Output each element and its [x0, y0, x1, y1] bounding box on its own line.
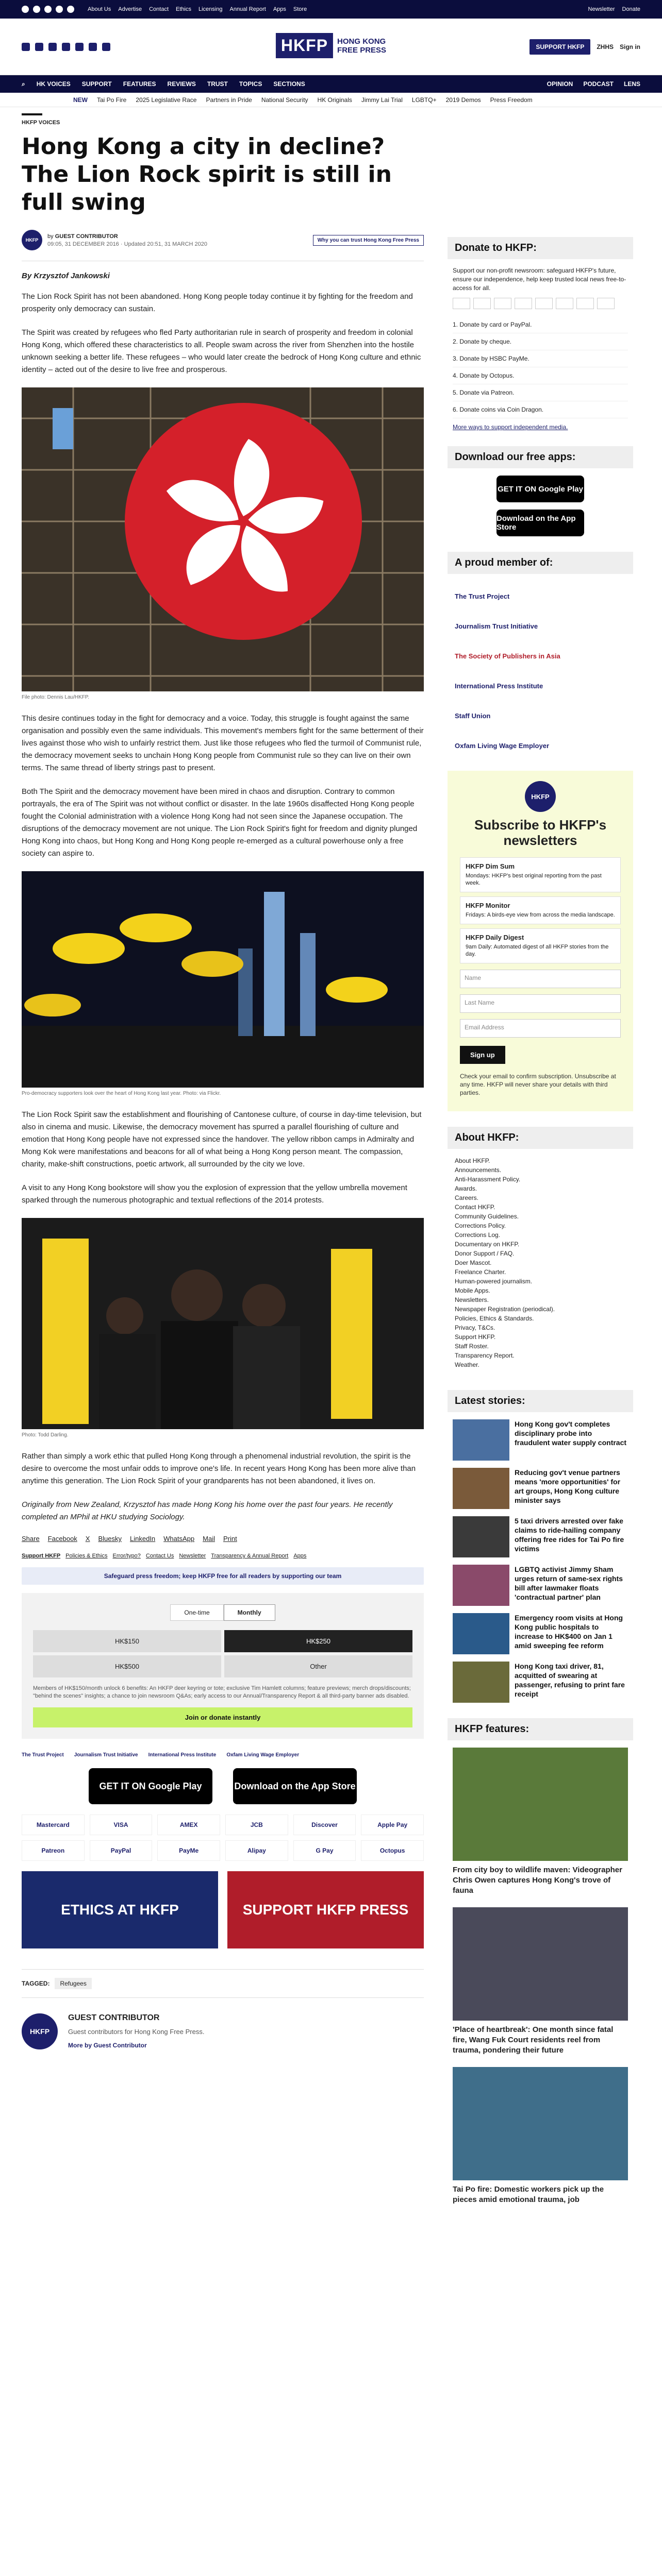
- donate-heading: Donate to HKFP:: [448, 237, 633, 259]
- feature-image[interactable]: [453, 2067, 628, 2180]
- newsletter-title: Subscribe to HKFP's newsletters: [474, 817, 607, 848]
- amount-options: [33, 1630, 412, 1677]
- story-thumbnail[interactable]: [453, 1662, 509, 1703]
- about-links: [448, 1156, 633, 1369]
- top-links: [88, 6, 307, 12]
- signup-button[interactable]: Sign up: [460, 1046, 505, 1064]
- language-toggle[interactable]: ZHHS: [597, 43, 614, 50]
- latest-stories: [448, 1419, 633, 1703]
- more-ways-link[interactable]: More ways to support independent media.: [453, 423, 568, 431]
- latest-heading: Latest stories:: [448, 1390, 633, 1412]
- umbrella-protest-image: [22, 871, 424, 1088]
- share-facebook[interactable]: Facebook: [47, 1535, 77, 1543]
- paragraph: Both The Spirit and the democracy movement have been mired in chaos and disruption. Contrary to common portrayals, the era of The Spirit was not without conflict or disaster. In the late 1960s disaffected Hong Kong people fought the Colonial administration with a violence Hong Kong had not seen since the Japanese occupation. The disruptions of the democracy movement are not unique. The Lion Rock Spirit's fight for freedom and dignity plunged Hong Kong into chaos, but Hong Kong and Hong Kong people re-emerged as a cultural powerhouse only a free society can aspire to.: [22, 787, 418, 858]
- apple-pay-icon: Apple Pay: [361, 1815, 424, 1835]
- photo-caption: Pro-democracy supporters look over the heart of Hong Kong last year. Photo: via Flickr.: [22, 1091, 221, 1096]
- member-logos: [448, 581, 633, 771]
- support-link[interactable]: Apps: [293, 1553, 307, 1559]
- lion-rock-photo: [22, 387, 424, 691]
- paragraph: This desire continues today in the fight for democracy and a voice. Today, this struggle is fought against the same organisation and possibly even the same individuals. This movement's members fight for the same betterment of their lives against those who wish to unfairly restrict them. Just like those refugees who fled the turmoil of Communist rule, the democracy movement seeks to unchain Hong Kong people from Communist rule so they can live on their own terms. The same thread of liberty strings past to present.: [22, 714, 424, 772]
- nav-item[interactable]: HK VOICES: [36, 80, 71, 88]
- paragraph: The Lion Rock Spirit has not been abandoned. Hong Kong people today continue it by fighting for the freedom and prosperity only democracy can sustain.: [22, 292, 413, 313]
- safeguard-banner[interactable]: Safeguard press freedom; keep HKFP free for all readers by supporting our team: [22, 1567, 424, 1585]
- google-play-badge[interactable]: GET IT ON Google Play: [496, 476, 584, 502]
- telegram-icon[interactable]: [67, 6, 74, 13]
- more-by-author-link[interactable]: More by Guest Contributor: [68, 2042, 147, 2049]
- tag-chip[interactable]: Refugees: [55, 1978, 91, 1989]
- octopus-icon: [597, 298, 615, 309]
- partner-logos: [22, 1752, 424, 1758]
- instagram-icon[interactable]: [48, 43, 57, 51]
- nav-item[interactable]: OPINION: [547, 80, 573, 88]
- alipay-icon: Alipay: [225, 1840, 288, 1861]
- mastercard-icon: [453, 298, 470, 309]
- donate-method[interactable]: 3. Donate by HSBC PayMe.: [453, 350, 628, 367]
- top-link[interactable]: Contact: [149, 6, 169, 12]
- paragraph: A visit to any Hong Kong bookstore will show you the explosion of expression that the yellow umbrella movement sparked through the numerous photographic and textual reflections of the 2014 protests.: [22, 1183, 407, 1205]
- app-store-badges: [22, 1768, 424, 1804]
- amount-option[interactable]: HK$150: [33, 1630, 221, 1652]
- share-mail[interactable]: Mail: [203, 1535, 215, 1543]
- umbrella-photo: [22, 871, 424, 1088]
- bauhinia-sign-image: [22, 387, 424, 691]
- about-link[interactable]: Careers.: [455, 1194, 479, 1201]
- story-thumbnail[interactable]: [453, 1516, 509, 1557]
- about-link[interactable]: Transparency Report.: [455, 1352, 515, 1359]
- donate-method[interactable]: 6. Donate coins via Coin Dragon.: [453, 401, 628, 418]
- newsletter-logo: HKFP: [525, 781, 556, 812]
- story-thumbnail[interactable]: [453, 1565, 509, 1606]
- about-link[interactable]: Weather.: [455, 1361, 479, 1368]
- about-link[interactable]: Doer Mascot.: [455, 1259, 492, 1266]
- story-title[interactable]: Emergency room visits at Hong Kong public hospitals to increase to HK$400 on Jan 1 amid sweeping fee reform: [515, 1614, 623, 1650]
- newsletter-option[interactable]: [460, 896, 621, 924]
- about-link[interactable]: Support HKFP.: [455, 1333, 496, 1341]
- about-link[interactable]: Corrections Log.: [455, 1231, 501, 1239]
- apps-heading: Download our free apps:: [448, 446, 633, 468]
- trust-badge[interactable]: Why you can trust Hong Kong Free Press: [313, 235, 424, 246]
- feature-title[interactable]: 'Place of heartbreak': One month since fatal fire, Wang Fuk Court residents reel from trauma, pondering their future: [453, 2025, 614, 2055]
- about-link[interactable]: Newspaper Registration (periodical).: [455, 1306, 555, 1313]
- tab-one-time[interactable]: One-time: [170, 1604, 223, 1621]
- jcb-icon: [515, 298, 532, 309]
- logo-line2: FREE PRESS: [337, 45, 387, 55]
- donate-methods: [448, 316, 633, 418]
- amount-option[interactable]: HK$500: [33, 1655, 221, 1677]
- trending-item[interactable]: 2019 Demos: [445, 96, 481, 104]
- about-link[interactable]: Anti-Harassment Policy.: [455, 1176, 521, 1183]
- option-desc: 9am Daily: Automated digest of all HKFP stories from the day.: [466, 944, 609, 957]
- trending-item[interactable]: Press Freedom: [490, 96, 533, 104]
- about-link[interactable]: Announcements.: [455, 1166, 502, 1174]
- about-link[interactable]: About HKFP.: [455, 1157, 490, 1164]
- top-link[interactable]: Licensing: [198, 6, 223, 12]
- member-logo[interactable]: Staff Union: [455, 711, 491, 720]
- top-link[interactable]: Apps: [273, 6, 286, 12]
- donate-link[interactable]: Donate: [622, 6, 640, 12]
- member-logo[interactable]: The Society of Publishers in Asia: [455, 652, 560, 660]
- payment-methods: [22, 1815, 424, 1861]
- about-link[interactable]: Documentary on HKFP.: [455, 1241, 520, 1248]
- latest-story[interactable]: [453, 1613, 628, 1654]
- paypal-icon: [535, 298, 553, 309]
- top-bar: [0, 0, 662, 19]
- ethics-banner[interactable]: ETHICS AT HKFP: [22, 1871, 218, 1948]
- donate-method[interactable]: 2. Donate by cheque.: [453, 333, 628, 350]
- linkedin-icon[interactable]: [75, 43, 84, 51]
- top-link[interactable]: Ethics: [176, 6, 191, 12]
- title-rule: [22, 113, 42, 115]
- share-print[interactable]: Print: [223, 1535, 237, 1543]
- article-dates: 09:05, 31 DECEMBER 2016 · Updated 20:51, 31 MARCH 2020: [47, 241, 208, 247]
- option-desc: Mondays: HKFP's best original reporting from the past week.: [466, 873, 602, 886]
- top-link[interactable]: Store: [293, 6, 307, 12]
- paragraph: Rather than simply a work ethic that pulled Hong Kong through a phenomenal industrial revolution, the spirit is the desire to overcome the most unfair odds to improve one's life. In recent years Hong Kong has been more alive than anytime this generation. The Lion Rock Spirit of your grandparents has not been abandoned, it lives on.: [22, 1452, 416, 1485]
- main-nav: [0, 75, 662, 93]
- byline: [22, 230, 424, 250]
- patreon-icon: Patreon: [22, 1840, 85, 1861]
- support-banner[interactable]: SUPPORT HKFP PRESS: [227, 1871, 424, 1948]
- article-title: Hong Kong a city in decline? The Lion Rock spirit is still in full swing: [22, 133, 392, 215]
- gpay-icon: G Pay: [293, 1840, 356, 1861]
- amex-icon: AMEX: [157, 1815, 220, 1835]
- last-name-field[interactable]: Last Name: [460, 994, 621, 1013]
- join-donate-button[interactable]: Join or donate instantly: [33, 1707, 412, 1727]
- top-link[interactable]: Annual Report: [229, 6, 266, 12]
- about-link[interactable]: Staff Roster.: [455, 1343, 489, 1350]
- member-logo[interactable]: International Press Institute: [455, 682, 543, 690]
- facebook-icon[interactable]: [22, 6, 29, 13]
- share-bar: [22, 1535, 424, 1543]
- masthead-social: [22, 43, 110, 51]
- support-link[interactable]: Support HKFP: [22, 1553, 61, 1559]
- email-field[interactable]: Email Address: [460, 1019, 621, 1038]
- about-heading: About HKFP:: [448, 1127, 633, 1149]
- trending-item[interactable]: National Security: [261, 96, 308, 104]
- photo-caption: Photo: Todd Darling.: [22, 1432, 69, 1438]
- tagged-label: TAGGED:: [22, 1980, 50, 1987]
- feature-title[interactable]: From city boy to wildlife maven: Videographer Chris Owen captures Hong Kong's trove of fauna: [453, 1866, 622, 1895]
- frequency-toggle: [33, 1604, 412, 1621]
- feature-title[interactable]: Tai Po fire: Domestic workers pick up the pieces amid emotional trauma, job: [453, 2185, 604, 2204]
- author-desc: Guest contributors for Hong Kong Free Press.: [68, 2028, 205, 2036]
- telegram-icon[interactable]: [89, 43, 97, 51]
- share-whatsapp[interactable]: WhatsApp: [163, 1535, 195, 1543]
- article: [22, 113, 424, 2049]
- donate-method[interactable]: 1. Donate by card or PayPal.: [453, 316, 628, 333]
- trending-item[interactable]: Jimmy Lai Trial: [361, 96, 403, 104]
- paragraph: The Lion Rock Spirit saw the establishment and flourishing of Cantonese culture, of course in day-time television, but also in cinema and music. Likewise, the democracy movement has spurred a parallel flourishing of culture and emotion that Hong Kong people have not expressed since the handover. The yellow ribbon camps in Admiralty and Mong Kok were manifestations and beacons for all of what being a Hong Kong person meant. The compassion, charity, make-shift constructions, poetic artwork, all surrounded by the city we love.: [22, 1110, 422, 1168]
- gpay-icon: [576, 298, 594, 309]
- story-title[interactable]: Reducing gov't venue partners means 'more opportunities' for art groups, Hong Kong culture minister says: [515, 1468, 621, 1504]
- author-box: [22, 2013, 424, 2049]
- facebook-icon[interactable]: [22, 43, 30, 51]
- partner-logo[interactable]: The Trust Project: [22, 1752, 64, 1758]
- about-link[interactable]: Corrections Policy.: [455, 1222, 506, 1229]
- story-title[interactable]: Hong Kong taxi driver, 81, acquitted of swearing at passenger, refusing to print fare receipt: [515, 1662, 625, 1698]
- about-link[interactable]: Human-powered journalism.: [455, 1278, 533, 1285]
- latest-story[interactable]: [453, 1516, 628, 1557]
- partner-logo[interactable]: International Press Institute: [148, 1752, 217, 1758]
- article-byline: By Krzysztof Jankowski: [22, 272, 110, 280]
- member-logo[interactable]: The Trust Project: [455, 592, 510, 600]
- latest-story[interactable]: [453, 1419, 628, 1461]
- paragraph: The Spirit was created by refugees who fled Party authoritarian rule in search of prosperity and freedom in colonial Hong Kong, which offered these characteristics to all. People swam across the river from Shenzhen into the hostile unknown seeking a better life. These refugees – who would later create the bedrock of Hong Kong culture and ethnic identity – acted out of the desire to live free and prosperous.: [22, 328, 421, 374]
- donate-method[interactable]: 5. Donate via Patreon.: [453, 384, 628, 401]
- feature-stories: [448, 1748, 633, 2205]
- author-link[interactable]: GUEST CONTRIBUTOR: [55, 233, 118, 240]
- visa-icon: [473, 298, 491, 309]
- search-icon[interactable]: ⌕: [22, 80, 25, 88]
- about-link[interactable]: Donor Support / FAQ.: [455, 1250, 515, 1257]
- logo-box: HKFP: [276, 33, 333, 58]
- nav-item[interactable]: REVIEWS: [167, 80, 196, 88]
- feature-image[interactable]: [453, 1748, 628, 1861]
- signin-link[interactable]: Sign in: [620, 43, 640, 50]
- support-button[interactable]: SUPPORT HKFP: [529, 39, 590, 55]
- trending-item[interactable]: LGBTQ+: [411, 96, 437, 104]
- support-link[interactable]: Transparency & Annual Report: [211, 1553, 289, 1559]
- partner-logo[interactable]: Journalism Trust Initiative: [74, 1752, 138, 1758]
- new-label: NEW: [73, 96, 88, 104]
- support-link[interactable]: Error/typo?: [112, 1553, 141, 1559]
- option-title: HKFP Dim Sum: [466, 862, 515, 870]
- nav-item[interactable]: TRUST: [207, 80, 228, 88]
- amount-option[interactable]: Other: [224, 1655, 412, 1677]
- logo-line1: HONG KONG: [337, 37, 386, 46]
- about-link[interactable]: Newsletters.: [455, 1296, 489, 1303]
- apple-pay-icon: [556, 298, 573, 309]
- option-title: HKFP Daily Digest: [466, 934, 524, 941]
- site-logo[interactable]: [276, 33, 386, 58]
- google-play-badge[interactable]: GET IT ON Google Play: [89, 1768, 212, 1804]
- trending-bar: [0, 93, 662, 107]
- about-link[interactable]: Contact HKFP.: [455, 1204, 495, 1211]
- author-bio: Originally from New Zealand, Krzysztof has made Hong Kong his home over the past four years. He recently completed an MPhil at HKU studying Sociology.: [22, 1500, 393, 1521]
- support-link[interactable]: Newsletter: [179, 1553, 206, 1559]
- share-bluesky[interactable]: Bluesky: [98, 1535, 122, 1543]
- amex-icon: [494, 298, 511, 309]
- newsletter-note: Check your email to confirm subscription. Unsubscribe at any time. HKFP will never share your details with third parties.: [460, 1073, 616, 1096]
- app-store-badge[interactable]: Download on the App Store: [233, 1768, 357, 1804]
- app-store-badge[interactable]: Download on the App Store: [496, 510, 584, 536]
- share-button[interactable]: Share: [22, 1535, 40, 1543]
- donate-text: Support our non-profit newsroom: safeguard HKFP's future, ensure our independence, help keep trusted local news free-to-access for all.: [453, 267, 626, 292]
- latest-story[interactable]: [453, 1468, 628, 1509]
- share-linkedin[interactable]: LinkedIn: [130, 1535, 156, 1543]
- about-link[interactable]: Awards.: [455, 1185, 477, 1192]
- feature-image[interactable]: [453, 1907, 628, 2021]
- share-x[interactable]: X: [85, 1535, 90, 1543]
- latest-story[interactable]: [453, 1662, 628, 1703]
- top-link[interactable]: Advertise: [118, 6, 142, 12]
- support-link[interactable]: Policies & Ethics: [65, 1553, 108, 1559]
- visa-icon: VISA: [90, 1815, 153, 1835]
- instagram-icon[interactable]: [44, 6, 52, 13]
- newsletter-box: [448, 771, 633, 1111]
- trending-item[interactable]: HK Originals: [317, 96, 352, 104]
- x-icon[interactable]: [33, 6, 40, 13]
- author-name[interactable]: GUEST CONTRIBUTOR: [68, 2013, 160, 2022]
- nav-item[interactable]: SECTIONS: [273, 80, 305, 88]
- article-category[interactable]: HKFP VOICES: [22, 120, 60, 126]
- nav-item[interactable]: LENS: [623, 80, 640, 88]
- member-logo[interactable]: Oxfam Living Wage Employer: [455, 741, 550, 750]
- members-note: Members of HK$150/month unlock 6 benefits: An HKFP deer keyring or tote; exclusive Tim Hamlett columns; feature previews; merch drops/discounts; "behind the scenes" insights; a chance to join newsroom Q&As; early access to our Annual/Transparency Report & all third-party banner ads disabled.: [33, 1685, 411, 1699]
- discover-icon: Discover: [293, 1815, 356, 1835]
- about-link[interactable]: Freelance Charter.: [455, 1268, 506, 1276]
- story-title[interactable]: LGBTQ activist Jimmy Sham urges return of same-sex rights bill after lawmaker floats 'contractual partner' plan: [515, 1565, 623, 1601]
- masthead: [0, 19, 662, 75]
- protest-crowd-image: [22, 1218, 424, 1429]
- trending-item[interactable]: 2025 Legislative Race: [136, 96, 197, 104]
- sidebar: [448, 237, 633, 2216]
- story-thumbnail[interactable]: [453, 1613, 509, 1654]
- payme-icon: PayMe: [157, 1840, 220, 1861]
- newsletter-option[interactable]: [460, 857, 621, 892]
- trending-item[interactable]: Partners in Pride: [206, 96, 252, 104]
- option-title: HKFP Monitor: [466, 902, 510, 909]
- donation-box: [22, 1593, 424, 1739]
- tab-monthly[interactable]: Monthly: [224, 1604, 275, 1621]
- story-thumbnail[interactable]: [453, 1468, 509, 1509]
- sidebar-payment-icons: [448, 298, 633, 309]
- jcb-icon: JCB: [225, 1815, 288, 1835]
- youtube-icon[interactable]: [62, 43, 70, 51]
- avatar[interactable]: HKFP: [22, 230, 42, 250]
- nav-item[interactable]: PODCAST: [583, 80, 614, 88]
- nav-item[interactable]: TOPICS: [239, 80, 262, 88]
- tags: [22, 1969, 424, 1998]
- support-link[interactable]: Contact Us: [145, 1553, 174, 1559]
- about-link[interactable]: Mobile Apps.: [455, 1287, 490, 1294]
- by-label: by: [47, 233, 54, 240]
- member-heading: A proud member of:: [448, 552, 633, 574]
- protest-photo: [22, 1218, 424, 1429]
- newsletter-link[interactable]: Newsletter: [588, 6, 615, 12]
- trending-item[interactable]: Tai Po Fire: [97, 96, 127, 104]
- promo-banners: [22, 1871, 424, 1948]
- name-field[interactable]: Name: [460, 970, 621, 988]
- x-icon[interactable]: [35, 43, 43, 51]
- amount-option[interactable]: HK$250: [224, 1630, 412, 1652]
- story-thumbnail[interactable]: [453, 1419, 509, 1461]
- member-logo[interactable]: Journalism Trust Initiative: [455, 622, 538, 630]
- nav-item[interactable]: FEATURES: [123, 80, 156, 88]
- option-desc: Fridays: A birds-eye view from across the media landscape.: [466, 912, 615, 918]
- octopus-icon: Octopus: [361, 1840, 424, 1861]
- author-avatar[interactable]: HKFP: [22, 2013, 58, 2049]
- top-link[interactable]: About Us: [88, 6, 111, 12]
- mastercard-icon: Mastercard: [22, 1815, 85, 1835]
- features-heading: HKFP features:: [448, 1718, 633, 1740]
- photo-caption: File photo: Dennis Lau/HKFP.: [22, 694, 90, 700]
- story-title[interactable]: Hong Kong gov't completes disciplinary probe into fraudulent water supply contract: [515, 1420, 627, 1447]
- about-link[interactable]: Community Guidelines.: [455, 1213, 519, 1220]
- newsletter-option[interactable]: [460, 928, 621, 963]
- rss-icon[interactable]: [102, 43, 110, 51]
- partner-logo[interactable]: Oxfam Living Wage Employer: [226, 1752, 300, 1758]
- donate-method[interactable]: 4. Donate by Octopus.: [453, 367, 628, 384]
- youtube-icon[interactable]: [56, 6, 63, 13]
- nav-item[interactable]: SUPPORT: [81, 80, 112, 88]
- latest-story[interactable]: [453, 1565, 628, 1606]
- social-icons: [22, 6, 74, 13]
- support-links: [22, 1553, 424, 1559]
- paypal-icon: PayPal: [90, 1840, 153, 1861]
- story-title[interactable]: 5 taxi drivers arrested over fake claims to ride-hailing company offering free rides for Tai Po fire victims: [515, 1517, 624, 1553]
- about-link[interactable]: Privacy, T&Cs.: [455, 1324, 495, 1331]
- about-link[interactable]: Policies, Ethics & Standards.: [455, 1315, 534, 1322]
